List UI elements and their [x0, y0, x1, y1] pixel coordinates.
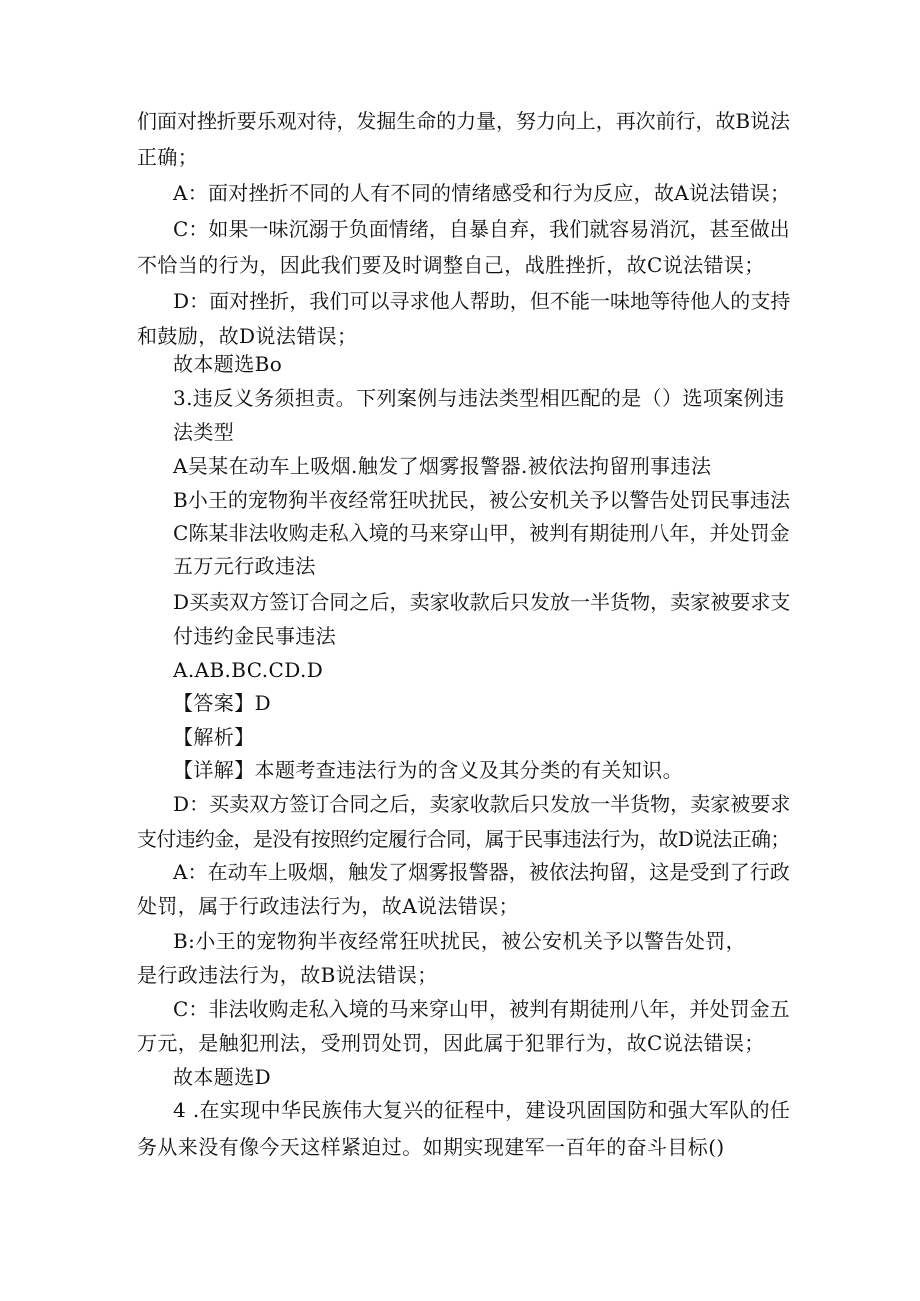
text-line: 和鼓励，故D说法错误；: [137, 324, 358, 348]
text-line: B:小王的宠物狗半夜经常狂吠扰民，被公安机关予以警告处罚，: [173, 929, 747, 953]
option-d: D买卖双方签订合同之后，卖家收款后只发放一半货物，卖家被要求支: [173, 590, 791, 614]
text-line: 是行政违法行为，故B说法错误；: [137, 963, 438, 987]
text-line: 法类型: [173, 420, 235, 444]
option-b: B小王的宠物狗半夜经常狂吠扰民，被公安机关予以警告处罚民事违法: [173, 488, 791, 512]
text-line: 支付违约金，是没有按照约定履行合同，属于民事违法行为，故D说法正确；: [137, 827, 790, 851]
text-line: 务从来没有像今天这样紧迫过。如期实现建军一百年的奋斗目标(): [137, 1135, 725, 1159]
text-line: C：如果一味沉溺于负面情绪，自暴自弃，我们就容易消沉，甚至做出: [173, 217, 790, 241]
text-line: 正确；: [137, 145, 199, 169]
option-c: C陈某非法收购走私入境的马来穿山甲，被判有期徒刑八年，并处罚金: [173, 521, 790, 545]
text-line: 不恰当的行为，因此我们要及时调整自己，战胜挫折，故C说法错误；: [137, 253, 765, 277]
text-line: 处罚，属于行政违法行为，故A说法错误；: [137, 894, 520, 918]
text-line: 五万元行政违法: [173, 554, 316, 578]
question-3-stem: 3.违反义务须担责。下列案例与违法类型相匹配的是（）选项案例违: [173, 386, 785, 410]
text-line: 故本题选D: [173, 1065, 272, 1089]
text-line: D：买卖双方签订合同之后，卖家收款后只发放一半货物，卖家被要求: [173, 792, 791, 816]
text-line: 们面对挫折要乐观对待，发掘生命的力量，努力向上，再次前行，故B说法: [137, 109, 790, 133]
analysis-heading: 【解析】: [173, 725, 255, 749]
text-line: 付违约金民事违法: [173, 624, 337, 648]
detail-heading: 【详解】本题考查违法行为的含义及其分类的有关知识。: [173, 758, 683, 782]
answer-choices: A.AB.BC.CD.D: [173, 658, 324, 682]
answer: 【答案】D: [173, 691, 272, 715]
text-line: 万元，是触犯刑法，受刑罚处罚，因此属于犯罪行为，故C说法错误；: [137, 1031, 765, 1055]
option-a: A吴某在动车上吸烟.触发了烟雾报警器.被依法拘留刑事违法: [173, 454, 712, 478]
text-line: A：在动车上吸烟，触发了烟雾报警器，被依法拘留，这是受到了行政: [173, 860, 790, 884]
question-4-stem: 4 .在实现中华民族伟大复兴的征程中，建设巩固国防和强大军队的任: [173, 1098, 791, 1122]
text-line: C：非法收购走私入境的马来穿山甲，被判有期徒刑八年，并处罚金五: [173, 997, 790, 1021]
text-line: 故本题选Bo: [173, 352, 283, 376]
text-line: A：面对挫折不同的人有不同的情绪感受和行为反应，故A说法错误；: [173, 181, 791, 205]
text-line: D：面对挫折，我们可以寻求他人帮助，但不能一味地等待他人的支持: [173, 289, 791, 313]
